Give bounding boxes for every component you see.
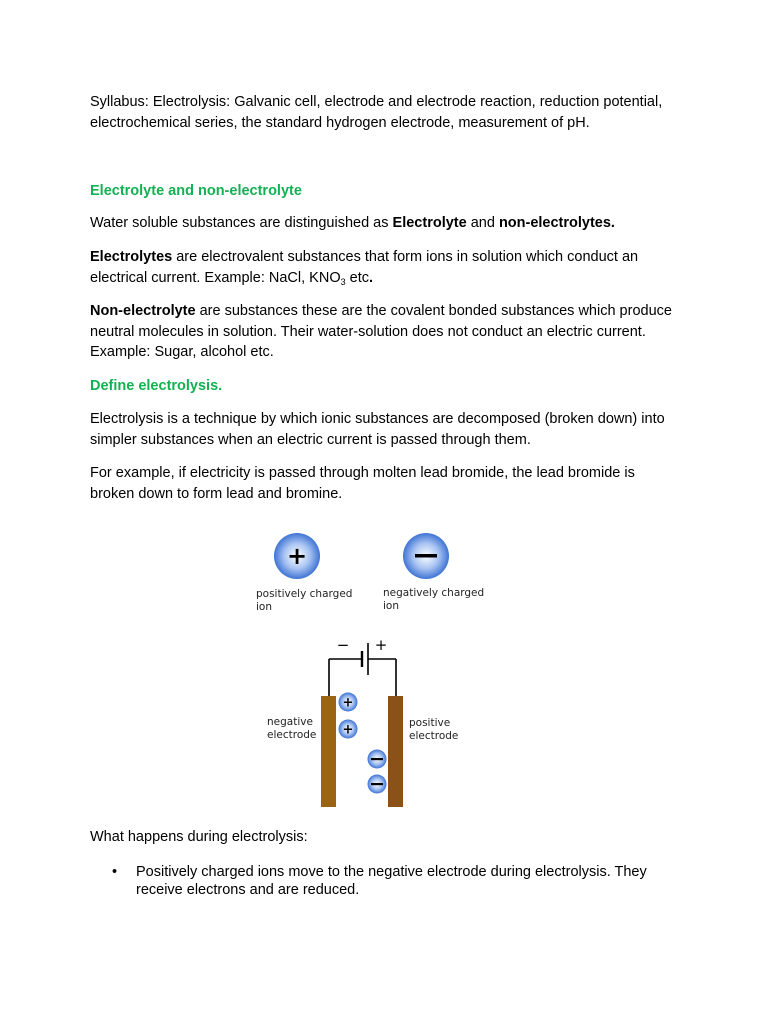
- electrolytes-term: Electrolytes: [90, 249, 173, 265]
- positive-ion-label-line1: positively charged: [256, 588, 353, 600]
- electrolytes-etc: etc: [345, 269, 369, 286]
- intro-term-nonelectrolytes: non-electrolytes.: [498, 215, 615, 231]
- positive-ion-large: [274, 533, 320, 579]
- positive-electrode-label: [409, 717, 458, 743]
- intro-and: and: [466, 215, 499, 231]
- intro-term-electrolyte: Electrolyte: [392, 215, 467, 231]
- negative-ion-label-line1: negatively charged: [383, 587, 485, 599]
- heading-define-electrolysis: Define electrolysis.: [90, 378, 223, 394]
- intro-text: Water soluble substances are distinguished as: [90, 215, 393, 231]
- positive-ion-small-2: [339, 720, 358, 739]
- what-happens-intro: What happens during electrolysis:: [90, 829, 308, 845]
- nonelectrolyte-text: are substances these are the covalent bonded substances which produce neutral molecules in solution. Their water-solution does not conduct an electric current. Example: Sugar, alcohol etc.: [90, 303, 672, 360]
- syllabus-paragraph: Syllabus: Electrolysis: Galvanic cell, electrode and electrode reaction, reduction potential, electrochemical series, the standard hydrogen electrode, measurement of pH.: [90, 94, 663, 131]
- intro-paragraph: [90, 213, 680, 234]
- positive-ion-small-1: [339, 693, 358, 712]
- battery-plus-label: +: [374, 636, 388, 654]
- positive-electrode-label-line2: electrode: [409, 730, 459, 742]
- heading-electrolyte: Electrolyte and non-electrolyte: [90, 183, 302, 199]
- negative-electrode-label-line1: negative: [267, 716, 313, 728]
- example-paragraph: For example, if electricity is passed through molten lead bromide, the lead bromide is broken down to form lead and bromine.: [90, 465, 635, 502]
- electrolysis-diagram: [250, 526, 490, 816]
- bullet-icon: •: [112, 864, 118, 880]
- electrolysis-bullet-list: [90, 863, 690, 899]
- negative-ion-label-line2: ion: [383, 600, 399, 612]
- positive-electrode: [388, 696, 403, 807]
- electrolytes-text: are electrovalent substances that form ions in solution which conduct an electrical current. Example: NaCl, KNO: [90, 249, 639, 286]
- list-item: [90, 863, 690, 899]
- negative-electrode: [321, 696, 336, 807]
- electrolysis-svg: [250, 526, 490, 816]
- battery-minus-label: −: [336, 636, 350, 654]
- small-minus-2: [371, 783, 383, 785]
- plus-sign: +: [286, 542, 308, 570]
- positive-ion-label-line2: ion: [256, 601, 272, 613]
- definition-paragraph: Electrolysis is a technique by which ionic substances are decomposed (broken down) into simpler substances when an electric current is passed through them.: [90, 411, 665, 448]
- nonelectrolyte-paragraph: [90, 301, 680, 363]
- small-minus-1: [371, 758, 383, 760]
- negative-electrode-label: [267, 716, 316, 742]
- electrolytes-paragraph: [90, 247, 680, 292]
- small-plus-2: +: [342, 722, 354, 738]
- kno3-subscript: 3: [340, 276, 346, 287]
- positive-electrode-label-line1: positive: [409, 717, 451, 729]
- positive-ion-label: [256, 588, 352, 614]
- small-plus-1: +: [342, 695, 354, 711]
- electrolytes-period: .: [369, 269, 374, 286]
- negative-electrode-label-line2: electrode: [267, 729, 317, 741]
- negative-ion-small-2: [368, 775, 387, 794]
- negative-ion-small-1: [368, 750, 387, 769]
- negative-ion-large: [403, 533, 449, 579]
- nonelectrolyte-term: Non-electrolyte: [90, 303, 196, 319]
- bullet-text: Positively charged ions move to the negative electrode during electrolysis. They receive electrons and are reduced.: [136, 864, 647, 898]
- minus-sign: [415, 554, 437, 558]
- negative-ion-label: [383, 587, 484, 613]
